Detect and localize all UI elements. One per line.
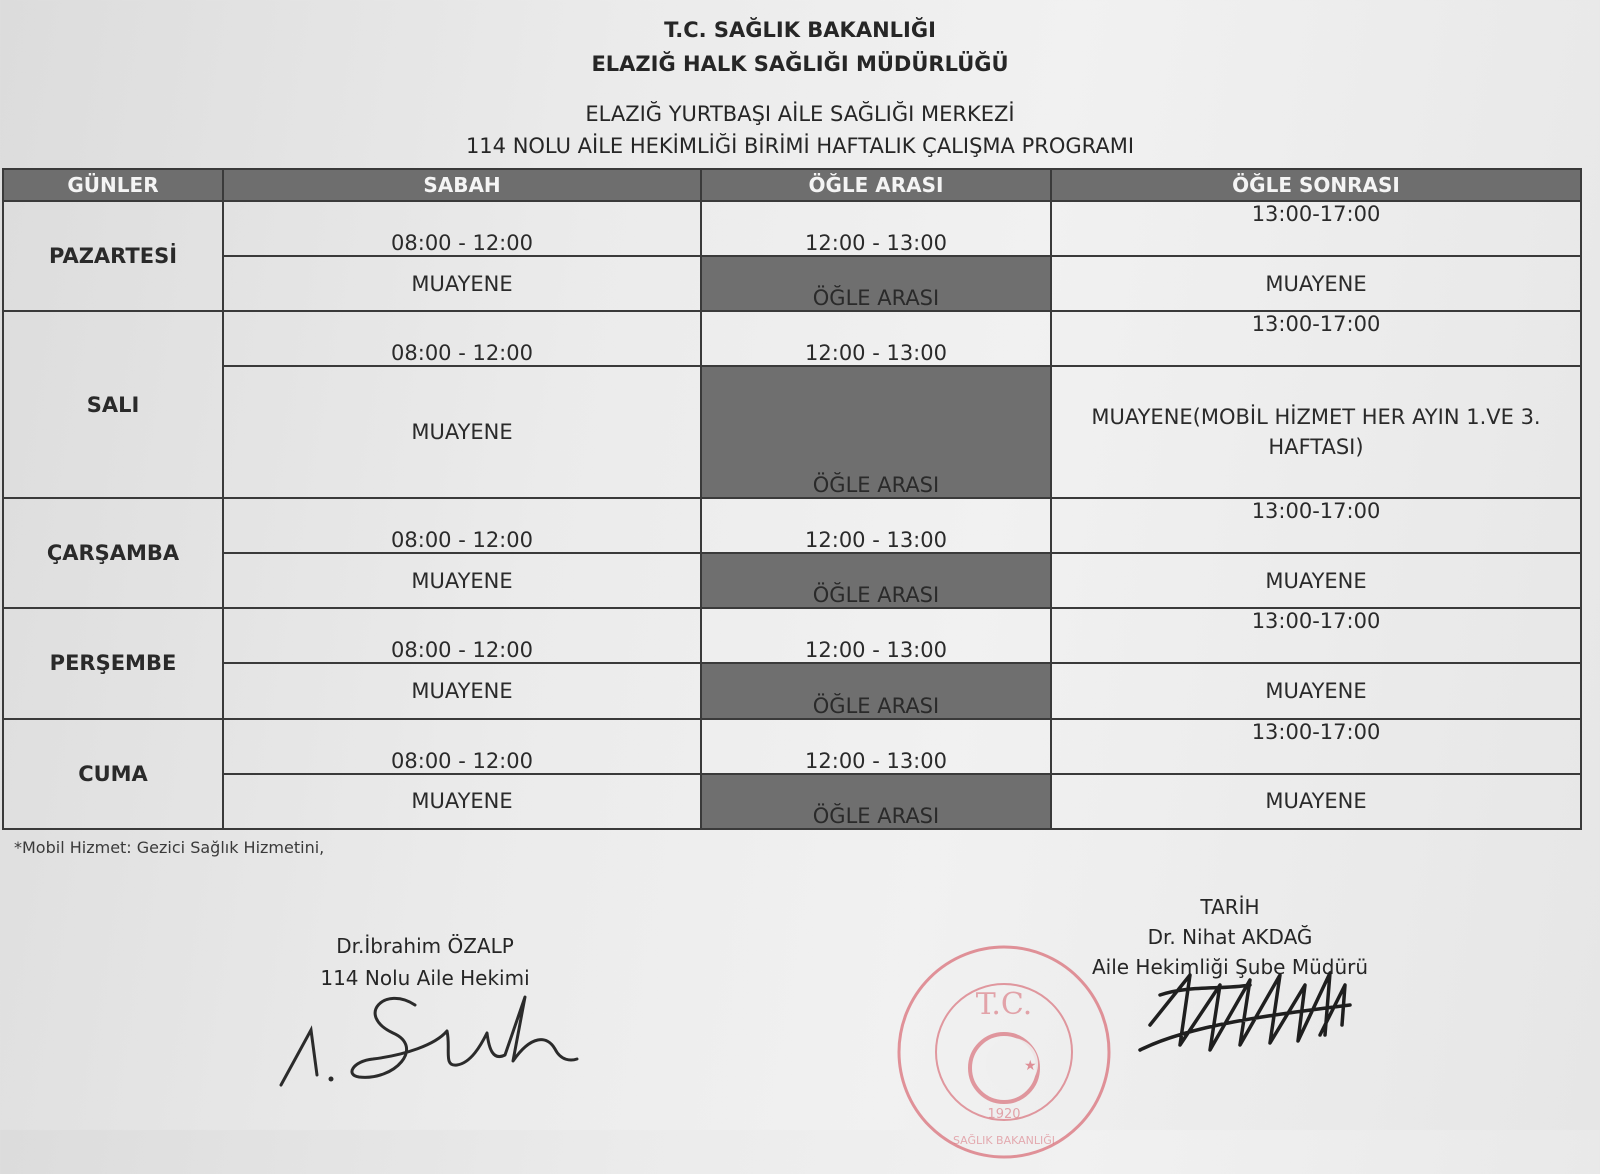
- date-label: TARİH: [1200, 895, 1260, 919]
- center-title: ELAZIĞ YURTBAŞI AİLE SAĞLIĞI MERKEZİ: [585, 102, 1015, 126]
- table-row: [3, 256, 1581, 311]
- day-cell: SALI: [3, 311, 223, 498]
- column-header-days: GÜNLER: [3, 169, 223, 201]
- afternoon-time-cell: 13:00-17:00: [1051, 498, 1581, 553]
- morning-activity-cell: MUAYENE: [223, 366, 701, 498]
- weekly-schedule-table: [2, 168, 1582, 830]
- official-stamp: [892, 940, 1122, 1170]
- lunch-time-cell: 12:00 - 13:00: [701, 719, 1051, 774]
- morning-activity-cell: MUAYENE: [223, 256, 701, 311]
- table-row: [3, 774, 1581, 829]
- svg-text:★: ★: [1024, 1058, 1037, 1074]
- left-signatory-title: 114 Nolu Aile Hekimi: [320, 966, 530, 990]
- morning-time-cell: 08:00 - 12:00: [223, 608, 701, 663]
- morning-time-cell: 08:00 - 12:00: [223, 719, 701, 774]
- right-signatory-title: Aile Hekimliği Şube Müdürü: [1091, 955, 1369, 979]
- day-cell: CUMA: [3, 719, 223, 829]
- right-signatory-name: Dr. Nihat AKDAĞ: [1147, 925, 1313, 949]
- table-header-row: [3, 169, 1581, 201]
- column-header-morning: SABAH: [223, 169, 701, 201]
- table-row: [3, 498, 1581, 553]
- afternoon-activity-cell: MUAYENE: [1051, 663, 1581, 718]
- morning-time-cell: 08:00 - 12:00: [223, 498, 701, 553]
- afternoon-time-cell: 13:00-17:00: [1051, 719, 1581, 774]
- afternoon-activity-cell: MUAYENE: [1051, 256, 1581, 311]
- table-row: [3, 663, 1581, 718]
- table-row: [3, 201, 1581, 256]
- lunch-break-cell: ÖĞLE ARASI: [701, 663, 1051, 718]
- stamp-center-text: T.C.: [975, 987, 1033, 1022]
- morning-activity-cell: MUAYENE: [223, 663, 701, 718]
- table-row: [3, 366, 1581, 498]
- table-row: [3, 608, 1581, 663]
- stamp-ring-text: SAĞLIK BAKANLIĞI: [952, 1134, 1056, 1147]
- morning-activity-cell: MUAYENE: [223, 774, 701, 829]
- lunch-break-cell: ÖĞLE ARASI: [701, 366, 1051, 498]
- table-row: [3, 553, 1581, 608]
- left-signatory-name: Dr.İbrahim ÖZALP: [336, 934, 514, 958]
- right-handwritten-signature: [1130, 955, 1380, 1065]
- afternoon-activity-cell: MUAYENE: [1051, 553, 1581, 608]
- stamp-year: 1920: [987, 1107, 1021, 1122]
- lunch-time-cell: 12:00 - 13:00: [701, 608, 1051, 663]
- afternoon-time-cell: 13:00-17:00: [1051, 608, 1581, 663]
- table-row: [3, 311, 1581, 366]
- left-handwritten-signature: [275, 975, 595, 1095]
- morning-time-cell: 08:00 - 12:00: [223, 201, 701, 256]
- lunch-time-cell: 12:00 - 13:00: [701, 311, 1051, 366]
- column-header-afternoon: ÖĞLE SONRASI: [1051, 169, 1581, 201]
- lunch-time-cell: 12:00 - 13:00: [701, 498, 1051, 553]
- lunch-break-cell: ÖĞLE ARASI: [701, 256, 1051, 311]
- ministry-title: T.C. SAĞLIK BAKANLIĞI: [664, 18, 936, 42]
- directorate-title: ELAZIĞ HALK SAĞLIĞI MÜDÜRLÜĞÜ: [591, 52, 1009, 76]
- mobile-service-footnote: *Mobil Hizmet: Gezici Sağlık Hizmetini,: [14, 838, 325, 857]
- morning-activity-cell: MUAYENE: [223, 553, 701, 608]
- afternoon-time-cell: 13:00-17:00: [1051, 201, 1581, 256]
- lunch-break-cell: ÖĞLE ARASI: [701, 774, 1051, 829]
- morning-time-cell: 08:00 - 12:00: [223, 311, 701, 366]
- day-cell: ÇARŞAMBA: [3, 498, 223, 608]
- table-row: [3, 719, 1581, 774]
- column-header-lunch: ÖĞLE ARASI: [701, 169, 1051, 201]
- afternoon-activity-cell: MUAYENE: [1051, 774, 1581, 829]
- afternoon-time-cell: 13:00-17:00: [1051, 311, 1581, 366]
- lunch-break-cell: ÖĞLE ARASI: [701, 553, 1051, 608]
- program-title: 114 NOLU AİLE HEKİMLİĞİ BİRİMİ HAFTALIK ÇALIŞMA PROGRAMI: [465, 134, 1135, 158]
- lunch-time-cell: 12:00 - 13:00: [701, 201, 1051, 256]
- afternoon-activity-cell: MUAYENE(MOBİL HİZMET HER AYIN 1.VE 3. HAFTASI): [1051, 366, 1581, 498]
- day-cell: PERŞEMBE: [3, 608, 223, 718]
- day-cell: PAZARTESİ: [3, 201, 223, 311]
